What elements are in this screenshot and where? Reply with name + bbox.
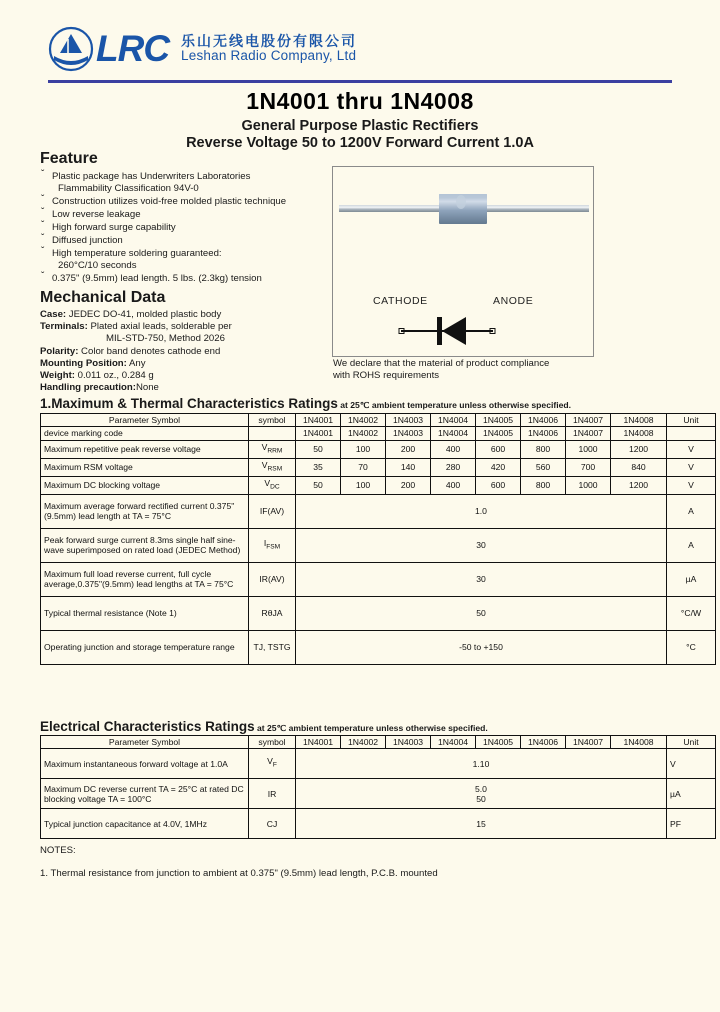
column-header: symbol: [249, 414, 296, 427]
value-cell: 400: [431, 476, 476, 494]
column-header: Parameter Symbol: [41, 414, 249, 427]
table1-title: [40, 396, 571, 411]
company-name-cn: 乐山无线电股份有限公司: [181, 33, 358, 50]
table1-header-row: [41, 414, 716, 427]
unit-cell: µA: [667, 562, 716, 596]
value-cell: 35: [296, 458, 341, 476]
lrc-logo-icon: [48, 26, 94, 72]
column-header: 1N4005: [476, 736, 521, 749]
parameter-cell: Maximum DC blocking voltage: [41, 476, 249, 494]
mechanical-data-label: Handling precaution:: [40, 382, 136, 394]
mechanical-data-row: [40, 321, 340, 333]
symbol-subscript: FSM: [266, 543, 281, 551]
table2-title-main: Electrical Characteristics Ratings: [40, 719, 255, 734]
value-primary: 5.0: [475, 783, 487, 794]
unit-cell: V: [667, 458, 716, 476]
value-cell: 1200: [611, 476, 667, 494]
symbol-cell: [249, 528, 296, 562]
mechanical-data-row: [40, 370, 340, 382]
company-name-en: Leshan Radio Company, Ltd: [181, 48, 357, 64]
mechanical-data-heading: Mechanical Data: [40, 289, 166, 306]
value-cell: 1N4003: [386, 427, 431, 440]
parameter-cell: Maximum RSM voltage: [41, 458, 249, 476]
column-header: Parameter Symbol: [41, 736, 249, 749]
notes-section: [40, 845, 680, 879]
parameter-cell: Maximum instantaneous forward voltage at 1.0A: [41, 749, 249, 779]
feature-item: [40, 219, 330, 234]
symbol-cell: [249, 749, 296, 779]
parameter-cell: Maximum repetitive peak reverse voltage: [41, 440, 249, 458]
value-cell-spanned: 1.0: [296, 494, 667, 528]
column-header: 1N4006: [521, 736, 566, 749]
feature-item: [40, 206, 330, 221]
table-row: [41, 749, 716, 779]
column-header: Unit: [667, 736, 716, 749]
value-cell: 1N4004: [431, 427, 476, 440]
value-cell-spanned: [296, 779, 667, 809]
mechanical-data-label: Polarity:: [40, 345, 79, 357]
value-cell: 50: [296, 476, 341, 494]
symbol-cell: [249, 427, 296, 440]
mechanical-data-label: Mounting Position:: [40, 357, 127, 369]
symbol-cell: [249, 476, 296, 494]
mechanical-data-label: Terminals:: [40, 321, 88, 333]
column-header: Unit: [667, 414, 716, 427]
table-row: [41, 809, 716, 839]
parameter-cell: Maximum full load reverse current, full cycle average,0.375"(9.5mm) lead lengths at TA = 75°C: [41, 562, 249, 596]
unit-cell: PF: [667, 809, 716, 839]
company-name-block: [181, 35, 357, 64]
table2-title: [40, 719, 488, 734]
value-cell: 400: [431, 440, 476, 458]
feature-heading: Feature: [40, 150, 98, 167]
table-row: [41, 562, 716, 596]
unit-cell: °C/W: [667, 596, 716, 630]
table1-body: [41, 427, 716, 664]
value-cell: 50: [296, 440, 341, 458]
column-header: 1N4002: [341, 736, 386, 749]
table-row: [41, 596, 716, 630]
column-header: 1N4002: [341, 414, 386, 427]
parameter-cell: Maximum average forward rectified current 0.375" (9.5mm) lead length at TA = 75°C: [41, 494, 249, 528]
symbol-subscript: RSM: [267, 465, 283, 473]
table1-title-note: at 25℃ ambient temperature unless otherwise specified.: [337, 400, 572, 410]
mechanical-data-value: Plated axial leads, solderable per: [87, 321, 232, 333]
symbol-cell: RθJA: [249, 596, 296, 630]
column-header: 1N4001: [296, 736, 341, 749]
symbol-base: I: [263, 537, 267, 548]
value-cell: 1N4005: [476, 427, 521, 440]
value-cell-spanned: -50 to +150: [296, 630, 667, 664]
column-header: symbol: [249, 736, 296, 749]
value-cell: 280: [431, 458, 476, 476]
parameter-cell: Maximum DC reverse current TA = 25°C at rated DC blocking voltage TA = 100°C: [41, 779, 249, 809]
mechanical-data-row: [40, 309, 340, 321]
feature-item: [40, 171, 330, 194]
mechanical-data-row: [40, 382, 340, 394]
feature-item-text: Plastic package has Underwriters Laboratories: [52, 171, 251, 182]
value-cell: 1N4007: [566, 427, 611, 440]
symbol-cell: IR(AV): [249, 562, 296, 596]
symbol-cell: [249, 458, 296, 476]
mechanical-data-label: Case:: [40, 309, 67, 320]
diode-symbol-group: [333, 295, 595, 351]
value-cell: 840: [611, 458, 667, 476]
value-cell: 1000: [566, 440, 611, 458]
symbol-base: V: [261, 459, 268, 470]
parameter-cell: Typical junction capacitance at 4.0V, 1MHz: [41, 809, 249, 839]
logo-wordmark: LRC: [96, 28, 170, 69]
note-item-1: 1. Thermal resistance from junction to ambient at 0.375" (9.5mm) lead length, P.C.B. mounted: [40, 868, 438, 879]
unit-cell: A: [667, 494, 716, 528]
mechanical-data-row: [40, 346, 340, 358]
mechanical-data-value: None: [135, 382, 159, 394]
feature-item-text-continued: Flammability Classification 94V-0: [58, 182, 199, 194]
value-cell: 700: [566, 458, 611, 476]
value-primary: 1.10: [472, 758, 490, 769]
feature-list: [40, 171, 330, 284]
package-diagram-panel: [332, 166, 594, 357]
value-cell-spanned: 30: [296, 562, 667, 596]
symbol-cell: IF(AV): [249, 494, 296, 528]
table-row: [41, 779, 716, 809]
value-cell: 100: [341, 476, 386, 494]
mechanical-data-rows: [40, 309, 340, 394]
column-header: 1N4001: [296, 414, 341, 427]
feature-item-text: Diffused junction: [52, 234, 123, 246]
unit-cell: °C: [667, 630, 716, 664]
unit-cell: V: [667, 749, 716, 779]
subtitle-primary: General Purpose Plastic Rectifiers: [241, 118, 479, 134]
value-cell: 140: [386, 458, 431, 476]
value-secondary: 50: [476, 793, 486, 804]
diode-photo: [339, 189, 589, 231]
column-header: 1N4004: [431, 414, 476, 427]
unit-cell: V: [667, 440, 716, 458]
column-header: 1N4004: [431, 736, 476, 749]
value-cell: 200: [386, 476, 431, 494]
anode-label: ANODE: [493, 295, 534, 307]
table-row: [41, 528, 716, 562]
parameter-cell: device marking code: [41, 427, 249, 440]
feature-item-text: Construction utilizes void-free molded plastic technique: [52, 195, 287, 207]
bullet-icon: ˇ: [41, 219, 45, 231]
symbol-cell: IR: [249, 779, 296, 809]
parameter-cell: Peak forward surge current 8.3ms single half sine-wave superimposed on rated load (JEDEC Method): [41, 528, 249, 562]
value-cell-spanned: [296, 809, 667, 839]
rohs-line-1: We declare that the material of product compliance: [333, 358, 550, 369]
symbol-base: V: [261, 441, 268, 452]
feature-item: [40, 232, 330, 247]
unit-cell: V: [667, 476, 716, 494]
bullet-icon: ˇ: [41, 270, 45, 282]
unit-cell: µA: [667, 779, 716, 809]
bullet-icon: ˇ: [41, 232, 45, 244]
value-cell: 800: [521, 476, 566, 494]
value-cell: 600: [476, 440, 521, 458]
column-header: 1N4007: [566, 736, 611, 749]
mechanical-data-value: JEDEC DO-41, molded plastic body: [66, 309, 222, 320]
header-divider: [48, 80, 672, 83]
column-header: 1N4003: [386, 736, 431, 749]
symbol-cell: [249, 440, 296, 458]
symbol-subscript: DC: [270, 483, 280, 491]
symbol-subscript: F: [272, 762, 277, 769]
value-cell: 1200: [611, 440, 667, 458]
rohs-declaration: [333, 358, 633, 381]
feature-section: [40, 150, 330, 286]
column-header: 1N4007: [566, 414, 611, 427]
mechanical-data-value: Color band denotes cathode end: [78, 345, 221, 357]
bullet-icon: ˇ: [41, 169, 45, 180]
mechanical-data-section: [40, 289, 340, 394]
table2-header-row: [41, 736, 716, 749]
company-header: [48, 26, 672, 84]
logo-row: [48, 26, 672, 72]
parameter-cell: Operating junction and storage temperature range: [41, 630, 249, 664]
column-header: 1N4008: [611, 736, 667, 749]
mechanical-data-row: [40, 358, 340, 370]
table-row: [41, 458, 716, 476]
bullet-icon: ˇ: [41, 193, 45, 205]
table-row: [41, 494, 716, 528]
symbol-cell: TJ, TSTG: [249, 630, 296, 664]
symbol-cell: CJ: [249, 809, 296, 839]
table2-title-note: at 25℃ ambient temperature unless otherwise specified.: [254, 723, 488, 733]
symbol-subscript: RRM: [267, 447, 283, 455]
diode-symbol-icon: [333, 311, 595, 351]
value-cell: 600: [476, 476, 521, 494]
value-cell: 200: [386, 440, 431, 458]
feature-item-text: 0.375" (9.5mm) lead length. 5 lbs. (2.3kg) tension: [52, 272, 262, 284]
column-header: 1N4005: [476, 414, 521, 427]
feature-item-text: High temperature soldering guaranteed:: [52, 248, 222, 260]
table1-title-main: 1.Maximum & Thermal Characteristics Ratings: [40, 396, 338, 411]
page-title: 1N4001 thru 1N4008: [246, 88, 474, 114]
value-cell: 1N4006: [521, 427, 566, 440]
mechanical-data-value: MIL-STD-750, Method 2026: [106, 333, 225, 345]
subtitle-secondary: Reverse Voltage 50 to 1200V Forward Current 1.0A: [186, 135, 534, 151]
feature-item-text: Low reverse leakage: [52, 208, 141, 220]
electrical-characteristics-table: [40, 735, 716, 839]
symbol-base: V: [267, 756, 273, 767]
table-row: [41, 630, 716, 664]
value-cell: 70: [341, 458, 386, 476]
column-header: 1N4003: [386, 414, 431, 427]
feature-item-text-continued: 260°C/10 seconds: [58, 259, 137, 271]
table-row: [41, 427, 716, 440]
mechanical-data-value: Any: [126, 357, 146, 369]
unit-cell: A: [667, 528, 716, 562]
bullet-icon: ˇ: [41, 206, 45, 218]
mechanical-data-row: [40, 333, 340, 345]
table2-body: [41, 749, 716, 839]
feature-item: [40, 193, 330, 208]
value-cell: 100: [341, 440, 386, 458]
value-cell: 1N4008: [611, 427, 667, 440]
value-cell: 1N4001: [296, 427, 341, 440]
value-cell-spanned: 30: [296, 528, 667, 562]
value-cell-spanned: [296, 749, 667, 779]
feature-item: [40, 248, 330, 271]
mechanical-data-label: Weight:: [40, 370, 75, 382]
feature-item: [40, 270, 330, 285]
value-cell: 420: [476, 458, 521, 476]
mechanical-data-value: 0.011 oz., 0.284 g: [75, 370, 154, 382]
unit-cell: [667, 427, 716, 440]
rohs-line-2: with ROHS requirements: [333, 369, 440, 381]
document-title-block: [0, 88, 720, 151]
value-cell: 560: [521, 458, 566, 476]
table-row: [41, 440, 716, 458]
value-cell: 800: [521, 440, 566, 458]
value-cell: 1000: [566, 476, 611, 494]
value-cell: 1N4002: [341, 427, 386, 440]
table-row: [41, 476, 716, 494]
notes-heading: NOTES:: [40, 845, 76, 856]
symbol-base: V: [264, 477, 271, 488]
cathode-label: CATHODE: [373, 295, 428, 307]
column-header: 1N4006: [521, 414, 566, 427]
bullet-icon: ˇ: [41, 246, 45, 258]
value-cell-spanned: 50: [296, 596, 667, 630]
column-header: 1N4008: [611, 414, 667, 427]
parameter-cell: Typical thermal resistance (Note 1): [41, 596, 249, 630]
max-thermal-characteristics-table: [40, 413, 716, 665]
feature-item-text: High forward surge capability: [52, 221, 176, 233]
value-primary: 15: [476, 818, 486, 829]
